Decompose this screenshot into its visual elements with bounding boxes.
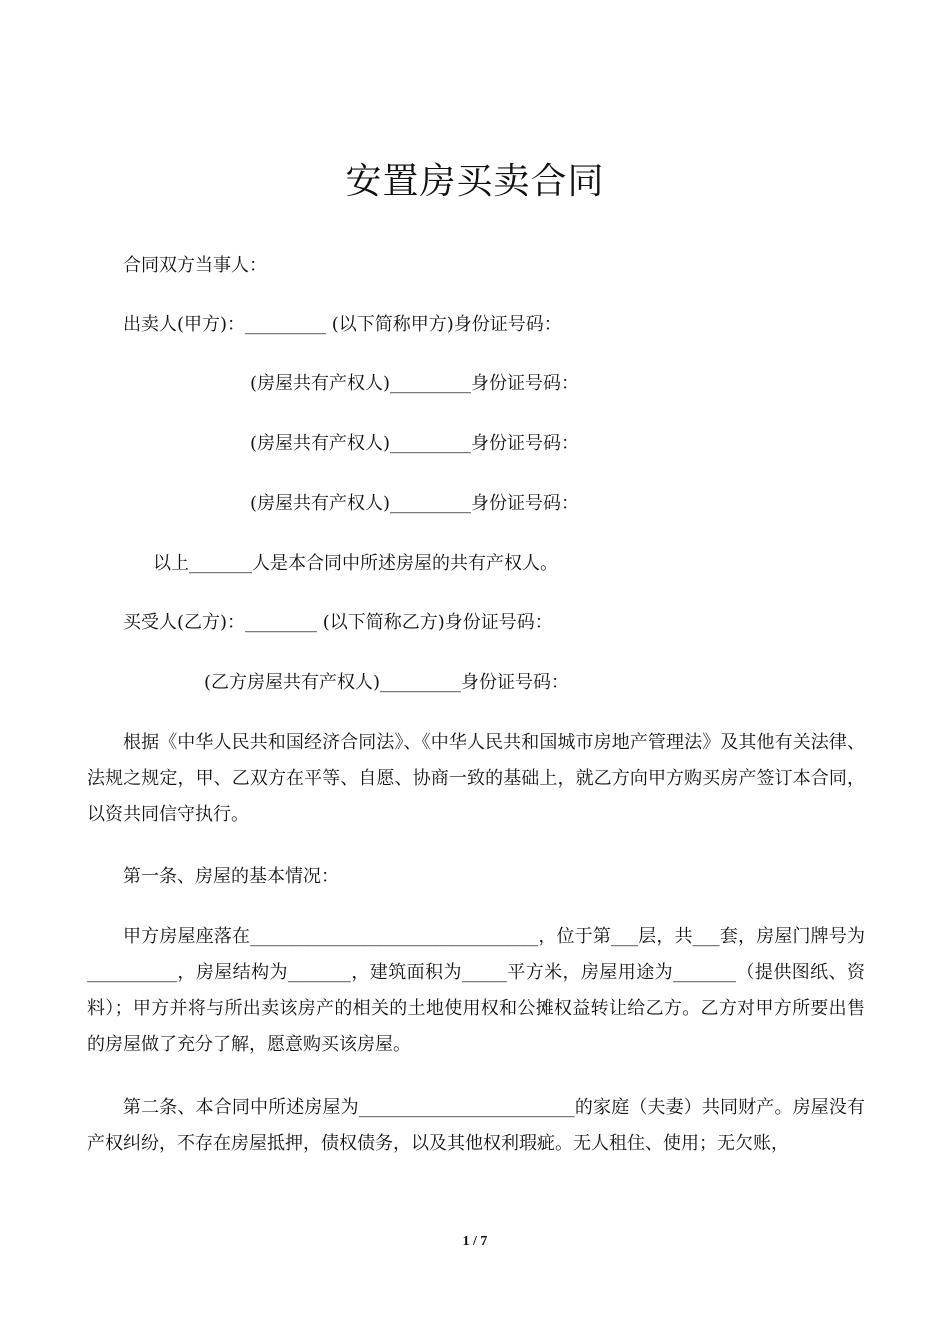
seller-line: 出卖人(甲方)：_________ (以下简称甲方)身份证号码： <box>123 314 562 335</box>
co-owner-summary: 以上_______人是本合同中所述房屋的共有产权人。 <box>153 553 558 574</box>
article-1-heading: 第一条、房屋的基本情况： <box>123 866 339 887</box>
co-owner-line: (房屋共有产权人)_________身份证号码： <box>250 493 580 514</box>
buyer-line: 买受人(乙方)：________ (以下简称乙方)身份证号码： <box>123 612 553 633</box>
buyer-co-owner-line: (乙方房屋共有产权人)_________身份证号码： <box>204 672 570 693</box>
document-title: 安置房买卖合同 <box>345 161 605 202</box>
co-owner-line: (房屋共有产权人)_________身份证号码： <box>250 433 580 454</box>
article-2-paragraph: 第二条、本合同中所述房屋为________________________的家庭（夫妻）共同财产。房屋没有产权纠纷，不存在房屋抵押，债权债务，以及其他权利瑕疵。无人租住、使用；无欠账， <box>87 1097 865 1154</box>
parties-heading: 合同双方当事人： <box>123 255 267 276</box>
preamble-paragraph: 根据《中华人民共和国经济合同法》、《中华人民共和国城市房地产管理法》及其他有关法律、法规之规定，甲、乙双方在平等、自愿、协商一致的基础上，就乙方向甲方购买房产签订本合同，以资共同信守执行。 <box>87 732 865 825</box>
co-owner-line: (房屋共有产权人)_________身份证号码： <box>250 373 580 394</box>
page-indicator: 1 / 7 <box>462 1234 488 1249</box>
article-1-paragraph: 甲方房屋座落在________________________________，位于第___层，共___套，房屋门牌号为__________，房屋结构为_______，建筑面积为_____平方米，房屋用途为_______（提供图纸、资料）；甲方并将与所出卖该房产的相关的土地使用权和公摊权益转让给乙方。乙方对甲方所要出售的房屋做了充分了解，愿意购买该房屋。 <box>87 926 865 1055</box>
